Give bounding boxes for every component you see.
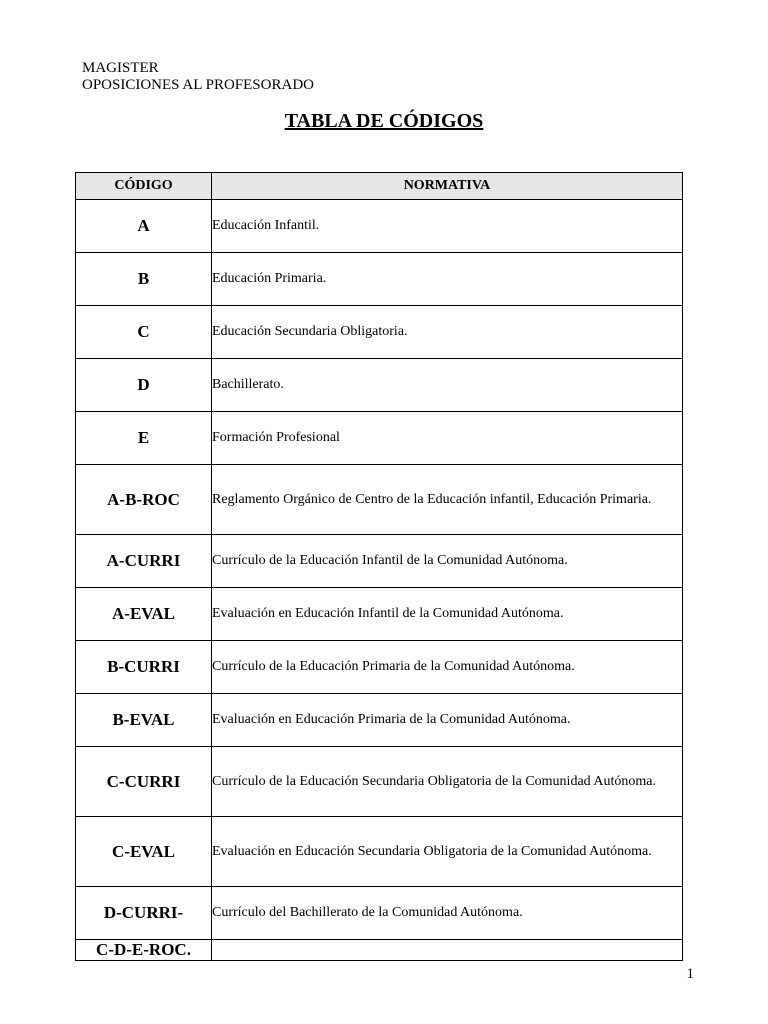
normativa-cell: Currículo de la Educación Infantil de la Comunidad Autónoma.	[212, 535, 683, 588]
normativa-cell: Currículo del Bachillerato de la Comunidad Autónoma.	[212, 887, 683, 940]
column-header-normativa: NORMATIVA	[212, 173, 683, 200]
code-cell: C-CURRI	[76, 747, 212, 817]
normativa-cell: Educación Primaria.	[212, 253, 683, 306]
code-cell: D-CURRI-	[76, 887, 212, 940]
table-row	[76, 306, 683, 359]
table-row	[76, 535, 683, 588]
page-number: 1	[686, 966, 694, 982]
table-row	[76, 588, 683, 641]
normativa-cell: Formación Profesional	[212, 412, 683, 465]
normativa-cell: Currículo de la Educación Secundaria Obligatoria de la Comunidad Autónoma.	[212, 747, 683, 817]
normativa-cell: Evaluación en Educación Primaria de la Comunidad Autónoma.	[212, 694, 683, 747]
code-cell: B	[76, 253, 212, 306]
document-title: TABLA DE CÓDIGOS	[284, 110, 484, 132]
table-row	[76, 641, 683, 694]
code-cell: A	[76, 200, 212, 253]
table-row	[76, 887, 683, 940]
header-line-2: OPOSICIONES AL PROFESORADO	[82, 77, 314, 93]
normativa-cell: Reglamento Orgánico de Centro de la Educación infantil, Educación Primaria.	[212, 465, 683, 535]
code-cell: A-B-ROC	[76, 465, 212, 535]
table-row	[76, 253, 683, 306]
normativa-cell: Currículo de la Educación Primaria de la Comunidad Autónoma.	[212, 641, 683, 694]
document-header	[82, 60, 314, 94]
codes-table	[75, 172, 683, 961]
table-row	[76, 412, 683, 465]
code-cell: B-EVAL	[76, 694, 212, 747]
normativa-cell	[212, 940, 683, 961]
code-cell: C-EVAL	[76, 817, 212, 887]
code-cell: E	[76, 412, 212, 465]
code-cell: C	[76, 306, 212, 359]
code-cell: A-CURRI	[76, 535, 212, 588]
table-row	[76, 200, 683, 253]
code-cell: C-D-E-ROC.	[76, 940, 212, 961]
table-row	[76, 747, 683, 817]
code-cell: B-CURRI	[76, 641, 212, 694]
normativa-cell: Evaluación en Educación Secundaria Obligatoria de la Comunidad Autónoma.	[212, 817, 683, 887]
column-header-code: CÓDIGO	[76, 173, 212, 200]
table-row	[76, 465, 683, 535]
header-line-1: MAGISTER	[82, 60, 159, 76]
normativa-cell: Educación Infantil.	[212, 200, 683, 253]
table-row	[76, 817, 683, 887]
normativa-cell: Bachillerato.	[212, 359, 683, 412]
table-header-row	[76, 173, 683, 200]
table-row	[76, 694, 683, 747]
code-cell: D	[76, 359, 212, 412]
normativa-cell: Evaluación en Educación Infantil de la Comunidad Autónoma.	[212, 588, 683, 641]
table-row	[76, 359, 683, 412]
table-row	[76, 940, 683, 961]
code-cell: A-EVAL	[76, 588, 212, 641]
normativa-cell: Educación Secundaria Obligatoria.	[212, 306, 683, 359]
